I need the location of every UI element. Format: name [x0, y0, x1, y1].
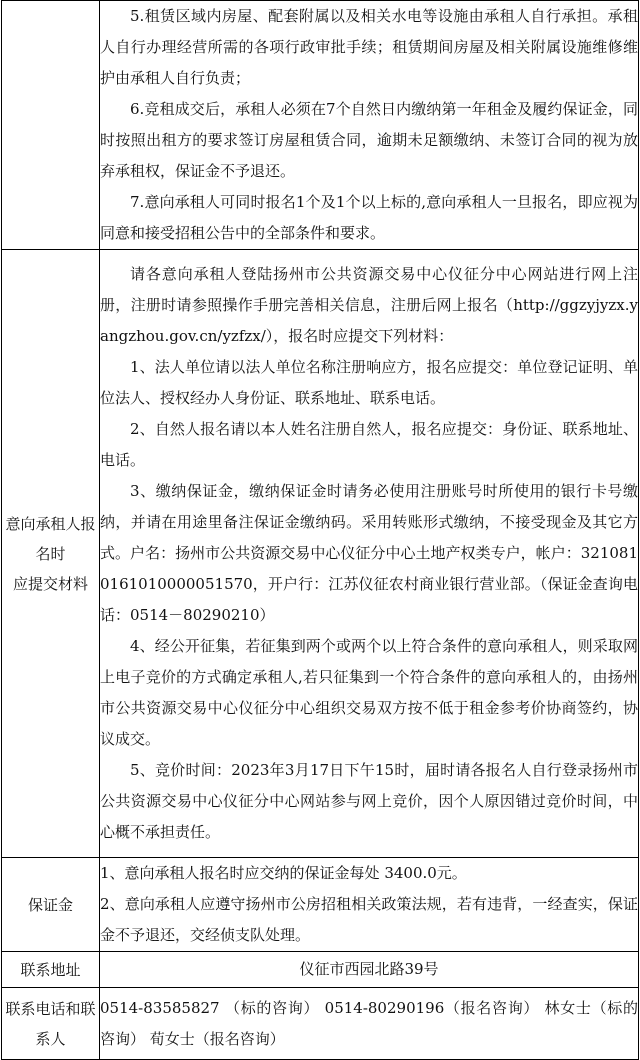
term-item-5: 5.租赁区域内房屋、配套附属以及相关水电等设施由承租人自行承担。承租人自行办理经营所需的各项行政审批手续；租赁期间房屋及相关附属设施维修维护由承租人自行负责； [100, 7, 638, 87]
row-label-registration [2, 250, 100, 858]
row-label-deposit [2, 858, 100, 952]
term-item-6: 6.竞租成交后，承租人必须在7个自然日内缴纳第一年租金及履约保证金，同时按照出租方的要求签订房屋租赁合同，逾期未足额缴纳、未签订合同的视为放弃承租权，保证金不予退还。 [100, 100, 638, 180]
contact-phones: 0514-83585827 （标的咨询） 0514-80290196（报名咨询） 林女士（标的咨询） 荀女士（报名咨询） [100, 998, 638, 1048]
label-line: 系人 [35, 1029, 66, 1048]
registration-item-4: 4、经公开征集，若征集到两个或两个以上符合条件的意向承租人，则采取网上电子竞价的方式确定承租人,若只征集到一个符合条件的意向承租人的，由扬州市公共资源交易中心仪征分中心组织交易双方按不低于租金参考价协商签约，协议成交。 [100, 637, 638, 748]
label-line: 意向承租人报 [5, 514, 96, 533]
row-content-address [100, 952, 639, 988]
label-line: 应提交材料 [12, 574, 88, 593]
registration-item-5: 5、竞价时间：2023年3月17日下午15时，届时请各报名人自行登录扬州市公共资源交易中心仪征分中心网站参与网上竞价，因个人原因错过竞价时间，中心概不承担责任。 [100, 761, 638, 841]
registration-intro: 请各意向承租人登陆扬州市公共资源交易中心仪征分中心网站进行网上注册，注册时请参照操作手册完善相关信息，注册后网上报名（http://ggzyjyzx.yangzhou.gov.cn/yzfzx/），报名时应提交下列材料： [100, 265, 638, 345]
table-row-deposit [2, 858, 639, 952]
row-content-deposit [100, 858, 639, 952]
label-line: 联系地址 [20, 960, 81, 979]
label-line: 保证金 [27, 895, 73, 914]
row-content-registration [100, 250, 639, 858]
registration-item-1: 1、法人单位请以法人单位名称注册响应方，报名应提交：单位登记证明、单位法人、授权经办人身份证、联系地址、联系电话。 [100, 358, 638, 407]
term-item-7: 7.意向承租人可同时报名1个及1个以上标的,意向承租人一旦报名，即应视为同意和接受招租公告中的全部条件和要求。 [100, 193, 638, 242]
table-row-address [2, 952, 639, 988]
row-content-terms [100, 1, 639, 250]
label-line: 联系电话和联 [5, 999, 96, 1018]
deposit-item-1: 1、意向承租人报名时应交纳的保证金每处 3400.0元。 [100, 864, 467, 882]
table-row-contacts [2, 988, 639, 1060]
registration-item-3: 3、缴纳保证金，缴纳保证金时请务必使用注册账号时所使用的银行卡号缴纳，并请在用途里备注保证金缴纳码。采用转账形式缴纳，不接受现金及其它方式。户名：扬州市公共资源交易中心仪征分中心土地产权类专户，帐户：3210810161010000051570，开户行：江苏仪征农村商业银行营业部。（保证金查询电话：0514－80290210） [100, 482, 638, 624]
contact-address: 仪征市西园北路39号 [299, 960, 439, 978]
row-label-address [2, 952, 100, 988]
row-content-contacts [100, 988, 639, 1060]
table-row-registration [2, 250, 639, 858]
registration-item-2: 2、自然人报名请以本人姓名注册自然人，报名应提交：身份证、联系地址、电话。 [100, 420, 638, 469]
row-label-contacts [2, 988, 100, 1060]
announcement-table [1, 0, 639, 1060]
row-label-empty [2, 1, 100, 250]
label-line: 名时 [35, 544, 66, 563]
table-row-terms [2, 1, 639, 250]
deposit-item-2: 2、意向承租人应遵守扬州市公房招租相关政策法规，若有违背，一经查实，保证金不予退还，交经侦支队处理。 [100, 895, 638, 944]
